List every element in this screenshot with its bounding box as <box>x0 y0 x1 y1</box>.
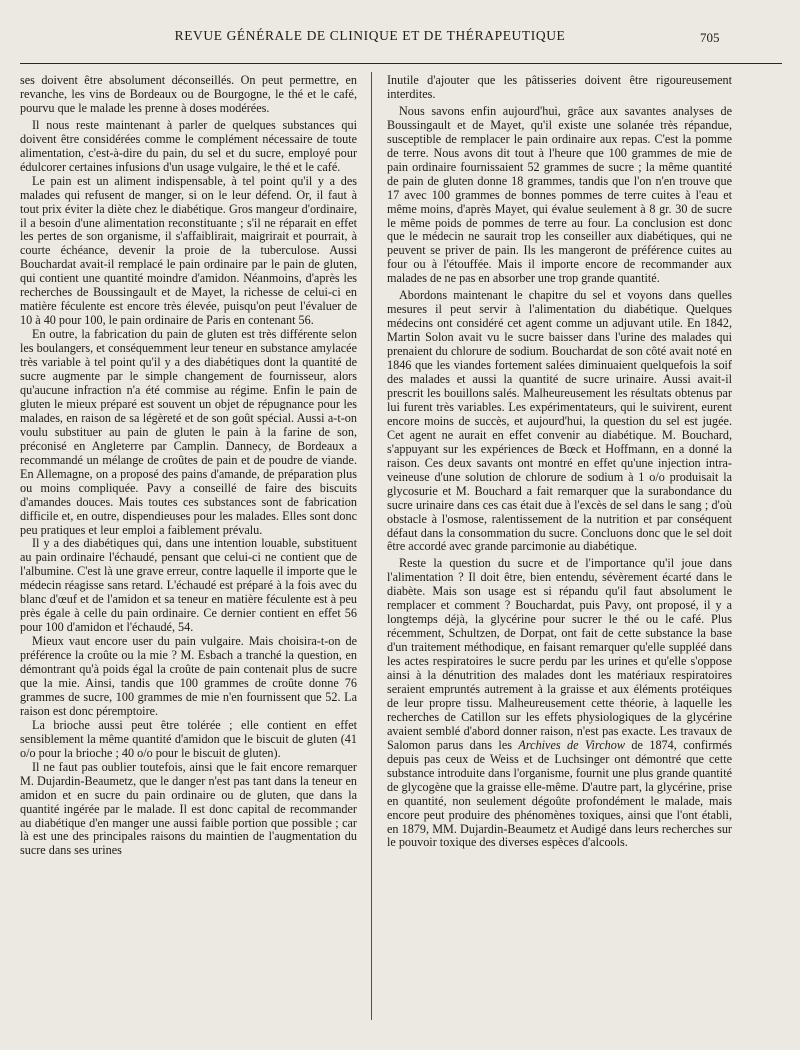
paragraph: Abordons maintenant le chapitre du sel et voyons dans quelles mesures il peut servir à l'alimentation du diabétique. Quelques médecins ont considéré cet agent comme un adjuvant utile. En 1842, Martin Solon avait vu le sucre baisser dans l'urine des malades qui prenaient du chlorure de sodium. Bouchardat de son côté avait noté en 1846 que les viandes fortement salées diminuaient quelquefois la soif des malades et aussi la quantité de sucre urinaire. Aussi avait-il prescrit les bouillons salés. Malheureusement les résultats obtenus par lui furent très variables. Les expérimentateurs, qui le suivirent, eurent encore moins de succès, et aujourd'hui, la question du sel est jugée. Cet agent ne aurait en effet convenir au diabétique. M. Bouchard, s'appuyant sur les expériences de Bœck et Hoffmann, en a donné la raison. Ces deux savants ont montré en effet qu'une injection intra-veineuse d'une solution de chlorure de sodium à 1 o/o produisait la glycosurie et M. Bouchard a fait remarquer que la surabondance du sucre urinaire dans ces cas était due à l'excès de sel dans le sang ; d'où obstacle à l'osmose, ralentissement de la nutrition et par conséquent défaut dans la consommation du sucre. Concluons donc que le sel doit être accordé avec grande parcimonie au diabétique. <box>387 288 732 554</box>
paragraph: Inutile d'ajouter que les pâtisseries doivent être rigoureusement interdites. <box>387 73 732 101</box>
paragraph: Il nous reste maintenant à parler de quelques substances qui doivent être considérées comme le complément nécessaire de toute alimentation, c'est-à-dire du pain, du sel et du sucre, employé pour édulcorer certaines infusions d'un usage vulgaire, le thé et le café. <box>20 117 357 174</box>
paragraph-text: de 1874, confirmés depuis pas ceux de Weiss et de Luchsinger ont démontré que cette substance introduite dans l'organisme, fournit une plus grande quantité de glycogène que la graisse elle-même. D'autre part, la glycérine, prise en quantité, non seulement dégoûte profondément le malade, mais encore peut produire des phénomènes toxiques, ainsi que l'ont établi, en 1879, MM. Dujardin-Beaumetz et Audigé dans leurs recherches sur le pouvoir toxique des diverses espèces d'alcools. <box>387 737 732 850</box>
page-number: 705 <box>700 30 720 45</box>
paragraph <box>387 557 732 850</box>
left-column <box>20 74 357 858</box>
paragraph: Il ne faut pas oublier toutefois, ainsi que le fait encore remarquer M. Dujardin-Beaumetz, que le danger n'est pas tant dans la teneur en amidon et en sucre du pain ordinaire ou de gluten, que dans la quantité ingérée par le malade. Il est donc capital de recommander au diabétique d'en manger une aussi faible portion que possible ; car là est une des principales raisons du maintien de l'augmentation du sucre dans ses urines <box>20 759 357 858</box>
right-column <box>387 74 732 850</box>
paragraph: ses doivent être absolument déconseillés. On peut permettre, en revanche, les vins de Bordeaux ou de Bourgogne, le thé et le café, pourvu que le malade les prenne à doses modérées. <box>20 73 357 115</box>
paragraph: La brioche aussi peut être tolérée ; elle contient en effet sensiblement la même quantité d'amidon que le biscuit de gluten (41 o/o pour la brioche ; 40 o/o pour le biscuit de gluten). <box>20 717 357 760</box>
paragraph: Nous savons enfin aujourd'hui, grâce aux savantes analyses de Boussingault et de Mayet, qu'il existe une solanée très répandue, susceptible de remplacer le pain ordinaire aux repas. C'est la pomme de terre. Nous avons dit tout à l'heure que 100 grammes de mie de pain ordinaire fournissaient 52 grammes de sucre ; la même quantité de pain de gluten donne 18 grammes, tandis que l'on n'en trouve que 17 avec 100 grammes de bonnes pommes de terre cuites à l'eau et même moins, d'après Mayet, qui évalue seulement à 8 gr. 30 de sucre le même poids de pommes de terre au four. La conclusion est donc que le médecin ne saurait trop les conseiller aux diabétiques, qui ne peuvent se priver de pain. Ils les mangeront de préférence cuites au four ou à l'étouffée. Mais il importe encore de recommander aux malades de ne pas en absorber une trop grande quantité. <box>387 103 732 286</box>
paragraph: Le pain est un aliment indispensable, à tel point qu'il y a des malades qui refusent de manger, si on le leur défend. Or, il faut à tout prix éviter la diète chez le diabétique. Gros mangeur d'ordinaire, il a besoin d'une alimentation reconstituante ; s'il ne réparait en effet les pertes de son organisme, il s'affaiblirait, maigrirait et pourrait, à courte échéance, devenir la proie de la tuberculose. Aussi Bouchardat avait-il remplacé le pain ordinaire par le pain de gluten, qui contient une quantité moindre d'amidon. Néanmoins, d'après les recherches de Boussingault et de Mayet, la richesse de celui-ci en matière féculente est encore très élevée, puisqu'on peut l'évaluer de 10 à 40 pour 100, le pain ordinaire de Paris en contenant 56. <box>20 173 357 328</box>
header-rule <box>20 63 782 64</box>
paragraph: En outre, la fabrication du pain de gluten est très différente selon les boulangers, et conséquemment leur teneur en substance amylacée très variable à tel point qu'il y a des diabétiques dont la quantité de sucre augmente par le simple changement de fournisseur, alors qu'aucune infraction n'a été commise au régime. Enfin le pain de gluten le mieux préparé est souvent un objet de répugnance pour les malades, en raison de sa légèreté et de son goût spécial. Aussi a-t-on voulu substituer au pain de gluten le pain à la farine de son, préconisé en Angleterre par Camplin. Dannecy, de Bordeaux a recommandé un mélange de croûtes de pain et de poudre de viande. En Allemagne, on a proposé des pains d'amande, de préparation plus ou moins compliquée. Pavy a conseillé de faire des biscuits d'amandes douces. Mais toutes ces substances sont de fabrication difficile et, en outre, dispendieuses pour les malades. Elles sont donc peu pratiques et leur emploi a faiblement prévalu. <box>20 327 357 537</box>
journal-reference: Archives de Virchow <box>518 737 625 752</box>
running-header <box>0 28 800 52</box>
paragraph-text: Reste la question du sucre et de l'importance qu'il joue dans l'alimentation ? Il doit être, bien entendu, sévèrement écarté dans le diabète. Mais son usage est si répandu qu'il faut absolument le remplacer et comment ? Bouchardat, puis Pavy, ont proposé, il y a longtemps déjà, la glycérine pour sucrer le thé ou le café. Plus récemment, Schultzen, de Dorpat, ont fait de cette substance la base d'un traitement méthodique, en faisant remarquer qu'elle suppléé dans les actes respiratoires le sucre perdu par les urines et qu'elle s'oppose ainsi à la dénutrition des malades dont les matériaux respiratoires seraient empruntés autrement à la graisse et aux éléments protéiques de leur propre tissu. Malheureusement cette théorie, à laquelle les recherches de Catillon sur les effets physiologiques de la glycérine avaient semblé d'abord donner raison, n'est pas exacte. Les travaux de Salomon parus dans les <box>387 556 732 752</box>
paragraph: Il y a des diabétiques qui, dans une intention louable, substituent au pain ordinaire l'échaudé, pensant que celui-ci ne contient que de l'albumine. C'est là une grave erreur, contre laquelle il importe que le médecin réagisse sans retard. L'échaudé est préparé à la fois avec du blanc d'œuf et de l'amidon et sa teneur en matière féculente est à peu près égale à celle du pain ordinaire. Ce dernier contient en effet 56 pour 100 d'amidon et l'échaudé, 54. <box>20 536 357 635</box>
journal-title: REVUE GÉNÉRALE DE CLINIQUE ET DE THÉRAPEUTIQUE <box>174 28 566 43</box>
column-divider <box>371 72 372 1020</box>
paragraph: Mieux vaut encore user du pain vulgaire. Mais choisira-t-on de préférence la croûte ou la mie ? M. Esbach a tranché la question, en démontrant qu'à poids égal la croûte de pain contenait plus de sucre que la mie. Ainsi, tandis que 100 grammes de croûte donne 76 grammes de sucre, 100 grammes de mie n'en fournissent que 52. La raison est donc péremptoire. <box>20 634 357 718</box>
